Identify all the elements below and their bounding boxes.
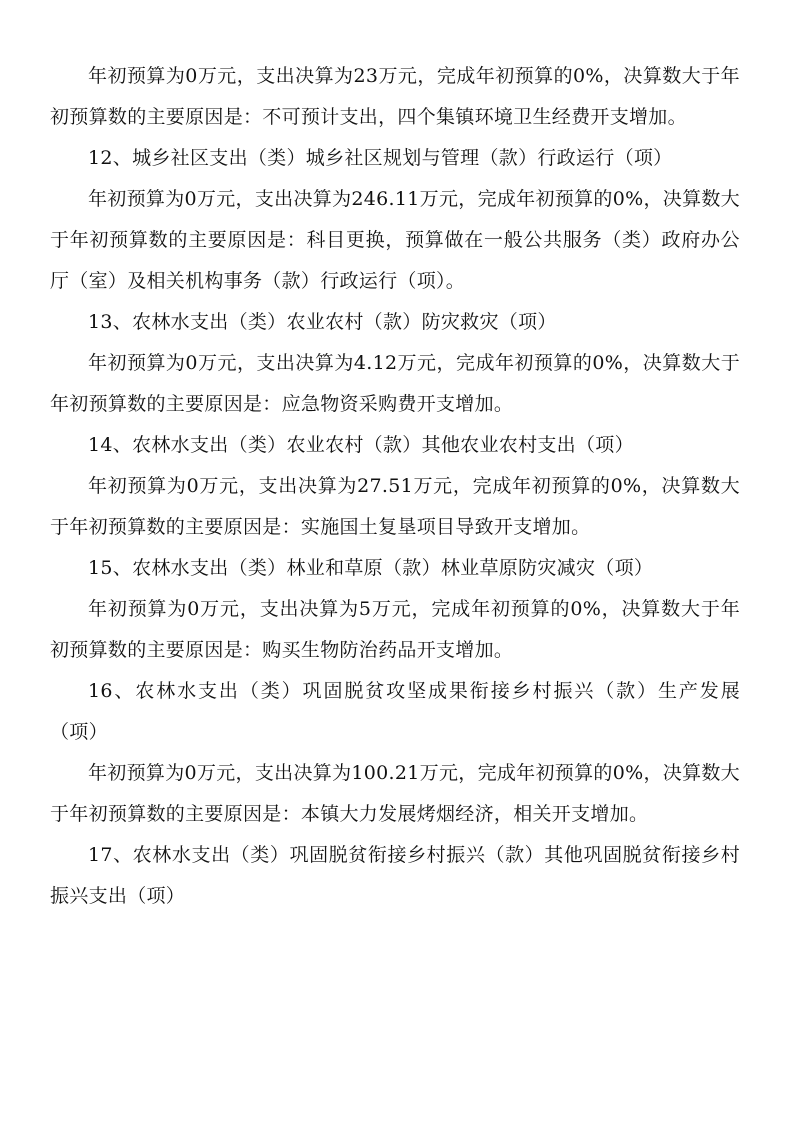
- budget-paragraph: 年初预算为0万元，支出决算为27.51万元，完成年初预算的0%，决算数大于年初预算数的主要原因是：实施国土复垦项目导致开支增加。: [50, 475, 740, 538]
- budget-paragraph: 年初预算为0万元，支出决算为246.11万元，完成年初预算的0%，决算数大于年初预算数的主要原因是：科目更换，预算做在一般公共服务（类）政府办公厅（室）及相关机构事务（款）行政运行（项）。: [50, 188, 740, 292]
- budget-paragraph: 年初预算为0万元，支出决算为100.21万元，完成年初预算的0%，决算数大于年初预算数的主要原因是：本镇大力发展烤烟经济，相关开支增加。: [50, 762, 740, 825]
- budget-paragraph: 年初预算为0万元，支出决算为23万元，完成年初预算的0%，决算数大于年初预算数的主要原因是：不可预计支出，四个集镇环境卫生经费开支增加。: [50, 65, 740, 128]
- budget-paragraph: 年初预算为0万元，支出决算为5万元，完成年初预算的0%，决算数大于年初预算数的主要原因是：购买生物防治药品开支增加。: [50, 598, 740, 661]
- section-heading-17: 17、农林水支出（类）巩固脱贫衔接乡村振兴（款）其他巩固脱贫衔接乡村振兴支出（项）: [50, 844, 740, 907]
- section-heading-16: 16、农林水支出（类）巩固脱贫攻坚成果衔接乡村振兴（款）生产发展（项）: [50, 680, 740, 743]
- section-heading-15: 15、农林水支出（类）林业和草原（款）林业草原防灾减灾（项）: [88, 557, 654, 579]
- section-heading-12: 12、城乡社区支出（类）城乡社区规划与管理（款）行政运行（项）: [88, 147, 673, 169]
- section-heading-13: 13、农林水支出（类）农业农村（款）防灾救灾（项）: [88, 311, 557, 333]
- budget-paragraph: 年初预算为0万元，支出决算为4.12万元，完成年初预算的0%，决算数大于年初预算数的主要原因是：应急物资采购费开支增加。: [50, 352, 740, 415]
- section-heading-14: 14、农林水支出（类）农业农村（款）其他农业农村支出（项）: [88, 434, 634, 456]
- document-body: [50, 56, 740, 917]
